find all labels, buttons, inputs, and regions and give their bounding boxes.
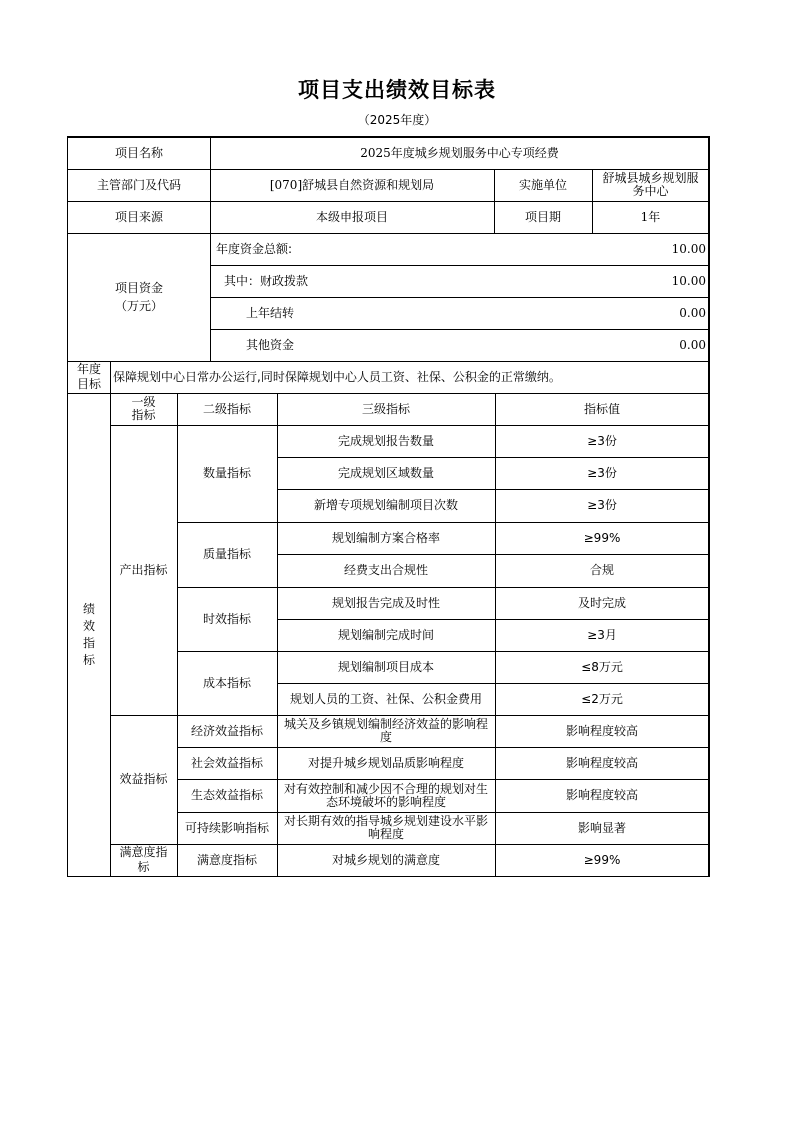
table-rule — [277, 554, 710, 555]
table-rule — [494, 169, 495, 233]
table-rule — [177, 587, 710, 588]
indicator-value: 及时完成 — [577, 595, 626, 610]
table-rule — [177, 812, 710, 813]
output-indicator-label: 产出指标 — [119, 562, 168, 577]
cost-indicator-label: 成本指标 — [202, 675, 251, 690]
indicator-name: 对提升城乡规划品质影响程度 — [307, 755, 464, 770]
indicator-name: 规划编制方案合格率 — [331, 530, 440, 545]
satisfaction2-indicator-label: 满意度指标 — [196, 852, 257, 867]
header-level3: 三级指标 — [361, 401, 410, 416]
table-border-bottom — [67, 876, 710, 877]
table-rule — [177, 651, 710, 652]
year-label: （2025年度） — [357, 113, 437, 127]
period-value: 1年 — [640, 209, 661, 224]
table-rule — [67, 169, 710, 170]
benefit-indicator-label: 效益指标 — [119, 772, 168, 786]
table-rule — [277, 393, 278, 876]
quality-indicator-label: 质量指标 — [202, 547, 251, 561]
table-border-left — [67, 136, 68, 877]
economic-indicator-label: 经济效益指标 — [190, 723, 263, 738]
indicator-value: ≥3份 — [587, 465, 617, 480]
funds-carryover-value: 0.00 — [679, 305, 706, 320]
table-rule — [277, 489, 710, 490]
indicator-name: 城关及乡镇规划编制经济效益的影响程度 — [283, 717, 488, 744]
indicator-name: 完成规划区域数量 — [337, 465, 434, 480]
funds-other-label: 其他资金 — [246, 337, 295, 352]
table-rule — [210, 329, 710, 330]
table-rule — [67, 201, 710, 202]
table-rule — [177, 779, 710, 780]
indicator-value: 影响程度较高 — [565, 755, 638, 770]
indicator-value: 影响显著 — [577, 820, 626, 835]
funds-total-value: 10.00 — [671, 241, 706, 256]
indicator-value: 影响程度较高 — [565, 723, 638, 738]
indicator-name: 规划编制项目成本 — [337, 659, 434, 674]
table-rule — [110, 715, 710, 716]
indicator-value: ≥3月 — [587, 627, 617, 642]
page-title: 项目支出绩效目标表 — [298, 78, 496, 102]
annual-goal-label: 年度目标 — [76, 362, 101, 391]
impl-label: 实施单位 — [518, 177, 567, 192]
table-border-top — [67, 136, 710, 138]
table-rule — [210, 265, 710, 266]
funds-other-value: 0.00 — [679, 337, 706, 352]
annual-goal-text: 保障规划中心日常办公运行,同时保障规划中心人员工资、社保、公积金的正常缴纳。 — [113, 369, 561, 384]
sustainable-indicator-label: 可持续影响指标 — [184, 820, 269, 835]
dept-value: [070]舒城县自然资源和规划局 — [269, 177, 435, 192]
indicator-value: ≥99% — [583, 530, 621, 545]
table-rule — [67, 233, 710, 234]
indicator-value: ≤2万元 — [581, 691, 623, 706]
project-name-label: 项目名称 — [114, 145, 163, 160]
satisfaction-indicator-label: 满意度指标 — [119, 845, 168, 874]
indicator-name: 规划报告完成及时性 — [331, 595, 440, 610]
source-label: 项目来源 — [114, 209, 163, 224]
indicator-value: ≥3份 — [587, 433, 617, 448]
table-rule — [495, 393, 496, 876]
indicator-name: 新增专项规划编制项目次数 — [313, 498, 458, 512]
header-value: 指标值 — [583, 401, 620, 416]
funds-label: 项目资金 （万元） — [114, 281, 163, 313]
funds-total-label: 年度资金总额: — [216, 241, 293, 256]
table-rule — [177, 522, 710, 523]
table-rule — [110, 425, 710, 426]
indicator-value: 合规 — [589, 563, 614, 577]
indicator-value: ≤8万元 — [581, 659, 623, 674]
table-rule — [110, 393, 111, 876]
source-value: 本级申报项目 — [315, 209, 388, 224]
quantity-indicator-label: 数量指标 — [202, 466, 251, 480]
indicator-name: 规划编制完成时间 — [337, 627, 434, 642]
header-level1: 一级指标 — [131, 395, 156, 422]
indicator-value: ≥3份 — [587, 498, 617, 512]
project-name-value: 2025年度城乡规划服务中心专项经费 — [360, 145, 559, 160]
indicator-value: 影响程度较高 — [565, 788, 638, 802]
impl-value: 舒城县城乡规划服务中心 — [602, 171, 699, 198]
funds-fiscal-value: 10.00 — [671, 273, 706, 288]
table-rule — [110, 844, 710, 845]
dept-label: 主管部门及代码 — [96, 177, 181, 192]
timeliness-indicator-label: 时效指标 — [202, 611, 251, 626]
table-rule — [277, 683, 710, 684]
table-rule — [177, 747, 710, 748]
ecological-indicator-label: 生态效益指标 — [190, 788, 263, 802]
table-rule — [210, 297, 710, 298]
table-rule — [277, 457, 710, 458]
table-border-right — [708, 136, 710, 877]
indicator-name: 完成规划报告数量 — [337, 433, 434, 448]
indicator-name: 规划人员的工资、社保、公积金费用 — [289, 691, 482, 706]
funds-carryover-label: 上年结转 — [246, 305, 295, 320]
header-level2: 二级指标 — [202, 401, 251, 416]
indicators-section-label: 绩效指标 — [82, 601, 95, 667]
table-rule — [210, 136, 211, 361]
social-indicator-label: 社会效益指标 — [190, 755, 263, 770]
indicator-name: 经费支出合规性 — [343, 563, 428, 577]
indicator-value: ≥99% — [583, 852, 621, 867]
table-rule — [592, 169, 593, 233]
indicator-name: 对长期有效的指导城乡规划建设水平影响程度 — [283, 814, 488, 841]
table-rule — [110, 361, 111, 393]
funds-fiscal-label: 其中：财政拨款 — [224, 273, 309, 288]
period-label: 项目期 — [524, 209, 561, 224]
table-rule — [67, 361, 710, 362]
table-rule — [67, 393, 710, 394]
indicator-name: 对有效控制和减少因不合理的规划对生态环境破坏的影响程度 — [283, 781, 488, 809]
table-rule — [177, 393, 178, 876]
indicator-name: 对城乡规划的满意度 — [331, 852, 440, 867]
table-rule — [277, 619, 710, 620]
